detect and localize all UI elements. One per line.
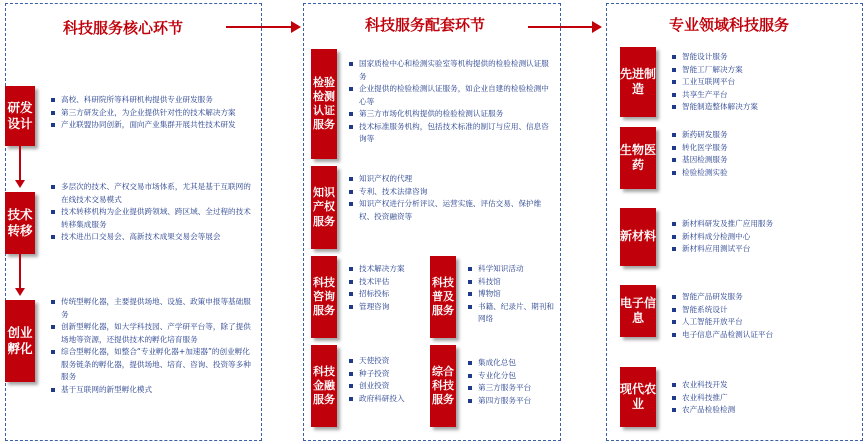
field-box-manufacturing: 先进制造 xyxy=(620,47,656,117)
transfer-to-incubation-arrow xyxy=(19,254,21,288)
list-item: 传统型孵化器，主要提供场地、设施、政策申报等基础服务 xyxy=(51,296,256,321)
core-to-support-arrow xyxy=(226,26,292,28)
support-box-ip: 知识产权服务 xyxy=(311,166,337,249)
list-item: 知识产权的代理 xyxy=(349,173,555,186)
list-item: 农业科技开发 xyxy=(672,379,858,392)
list-item: 天使投资 xyxy=(349,355,429,368)
fields-title: 专业领域科技服务 xyxy=(669,16,790,34)
support-list-finance xyxy=(349,355,429,405)
field-box-biomedicine: 生物医药 xyxy=(620,127,656,189)
list-item: 企业提供的检验检测认证服务，如企业自建的检验检测中心等 xyxy=(349,83,555,108)
list-item: 智能工厂解决方案 xyxy=(672,64,858,77)
core-box-rd: 研发设计 xyxy=(5,86,35,146)
field-box-agriculture: 现代农业 xyxy=(620,367,656,427)
list-item: 新材料应用测试平台 xyxy=(672,243,858,256)
support-box-consulting: 科技咨询服务 xyxy=(311,256,337,338)
core-list-incubation xyxy=(51,296,256,396)
field-box-materials: 新材料 xyxy=(620,208,656,266)
list-item: 创新型孵化器，如大学科技园、产学研平台等，除了提供场地等资源，还提供技术的孵化培育服务 xyxy=(51,321,256,346)
list-item: 技术转移机构为企业提供跨领域、跨区域、全过程的技术转移集成服务 xyxy=(51,206,256,231)
list-item: 管理咨询 xyxy=(349,301,429,314)
list-item: 综合型孵化器，如整合“专业孵化器+加速器”的创业孵化服务链条的孵化器，提供场地、培育、咨询、投资等多种服务 xyxy=(51,346,256,384)
support-box-inspection: 检验检测认证服务 xyxy=(311,49,337,159)
field-list-materials xyxy=(672,218,858,256)
core-list-rd xyxy=(51,94,256,132)
list-item: 科学知识活动 xyxy=(468,263,556,276)
support-to-fields-arrow xyxy=(528,26,593,28)
list-item: 创业投资 xyxy=(349,380,429,393)
list-item: 第三方服务平台 xyxy=(468,382,556,395)
list-item: 智能设计服务 xyxy=(672,51,858,64)
support-list-ip xyxy=(349,173,555,223)
core-box-transfer: 技术转移 xyxy=(5,192,35,254)
list-item: 集成化总包 xyxy=(468,357,556,370)
list-item: 科技馆 xyxy=(468,276,556,289)
list-item: 农产品检验检测 xyxy=(672,404,858,417)
list-item: 种子投资 xyxy=(349,368,429,381)
list-item: 新药研发服务 xyxy=(672,129,858,142)
list-item: 政府科研投入 xyxy=(349,393,429,406)
list-item: 技术评估 xyxy=(349,276,429,289)
list-item: 电子信息产品检测认证平台 xyxy=(672,329,858,342)
list-item: 新材料研发及推广应用服务 xyxy=(672,218,858,231)
list-item: 第三方研发企业，为企业提供针对性的技术解决方案 xyxy=(51,107,256,120)
rd-to-transfer-arrow xyxy=(19,146,21,180)
support-box-integrated: 综合科技服务 xyxy=(430,345,456,427)
list-item: 博物馆 xyxy=(468,288,556,301)
field-list-manufacturing xyxy=(672,51,858,114)
list-item: 智能产品研发服务 xyxy=(672,291,858,304)
list-item: 基因检测服务 xyxy=(672,154,858,167)
core-box-incubation: 创业孵化 xyxy=(5,300,35,382)
list-item: 基于互联网的新型孵化模式 xyxy=(51,384,256,397)
list-item: 专利、技术法律咨询 xyxy=(349,186,555,199)
list-item: 多层次的技术、产权交易市场体系，尤其是基于互联网的在线技术交易模式 xyxy=(51,181,256,206)
core-list-transfer xyxy=(51,181,256,244)
list-item: 共享生产平台 xyxy=(672,89,858,102)
list-item: 新材料成分检测中心 xyxy=(672,231,858,244)
list-item: 工业互联网平台 xyxy=(672,76,858,89)
list-item: 技术进出口交易会、高新技术成果交易会等展会 xyxy=(51,231,256,244)
field-list-agriculture xyxy=(672,379,858,417)
list-item: 转化医学服务 xyxy=(672,142,858,155)
field-list-biomedicine xyxy=(672,129,858,179)
support-box-finance: 科技金融服务 xyxy=(311,345,337,427)
list-item: 第四方服务平台 xyxy=(468,395,556,408)
list-item: 智能制造整体解决方案 xyxy=(672,101,858,114)
list-item: 智能系统设计 xyxy=(672,304,858,317)
list-item: 招标投标 xyxy=(349,288,429,301)
list-item: 人工智能开放平台 xyxy=(672,316,858,329)
support-title: 科技服务配套环节 xyxy=(365,16,486,34)
field-box-electronics: 电子信息 xyxy=(620,285,656,337)
field-list-electronics xyxy=(672,291,858,341)
list-item: 知识产权进行分析评议、运营实施、评估交易、保护维权、投资融资等 xyxy=(349,198,555,223)
support-list-inspection xyxy=(349,58,555,146)
support-box-popularization: 科技普及服务 xyxy=(430,256,456,338)
list-item: 技术解决方案 xyxy=(349,263,429,276)
core-title: 科技服务核心环节 xyxy=(63,19,184,37)
list-item: 书籍、纪录片、期刊和网络 xyxy=(468,301,556,326)
list-item: 产业联盟协同创新，面向产业集群开展共性技术研发 xyxy=(51,119,256,132)
support-list-popularization xyxy=(468,263,556,326)
list-item: 技术标准服务机构，包括技术标准的制订与应用、信息咨询等 xyxy=(349,121,555,146)
list-item: 国家质检中心和检测实验室等机构提供的检验检测认证服务 xyxy=(349,58,555,83)
support-list-integrated xyxy=(468,357,556,407)
list-item: 检验检测实验 xyxy=(672,167,858,180)
list-item: 第三方市场化机构提供的检验检测认证服务 xyxy=(349,108,555,121)
list-item: 农业科技推广 xyxy=(672,392,858,405)
list-item: 高校、科研院所等科研机构提供专业研发服务 xyxy=(51,94,256,107)
support-list-consulting xyxy=(349,263,429,313)
list-item: 专业化分包 xyxy=(468,370,556,383)
